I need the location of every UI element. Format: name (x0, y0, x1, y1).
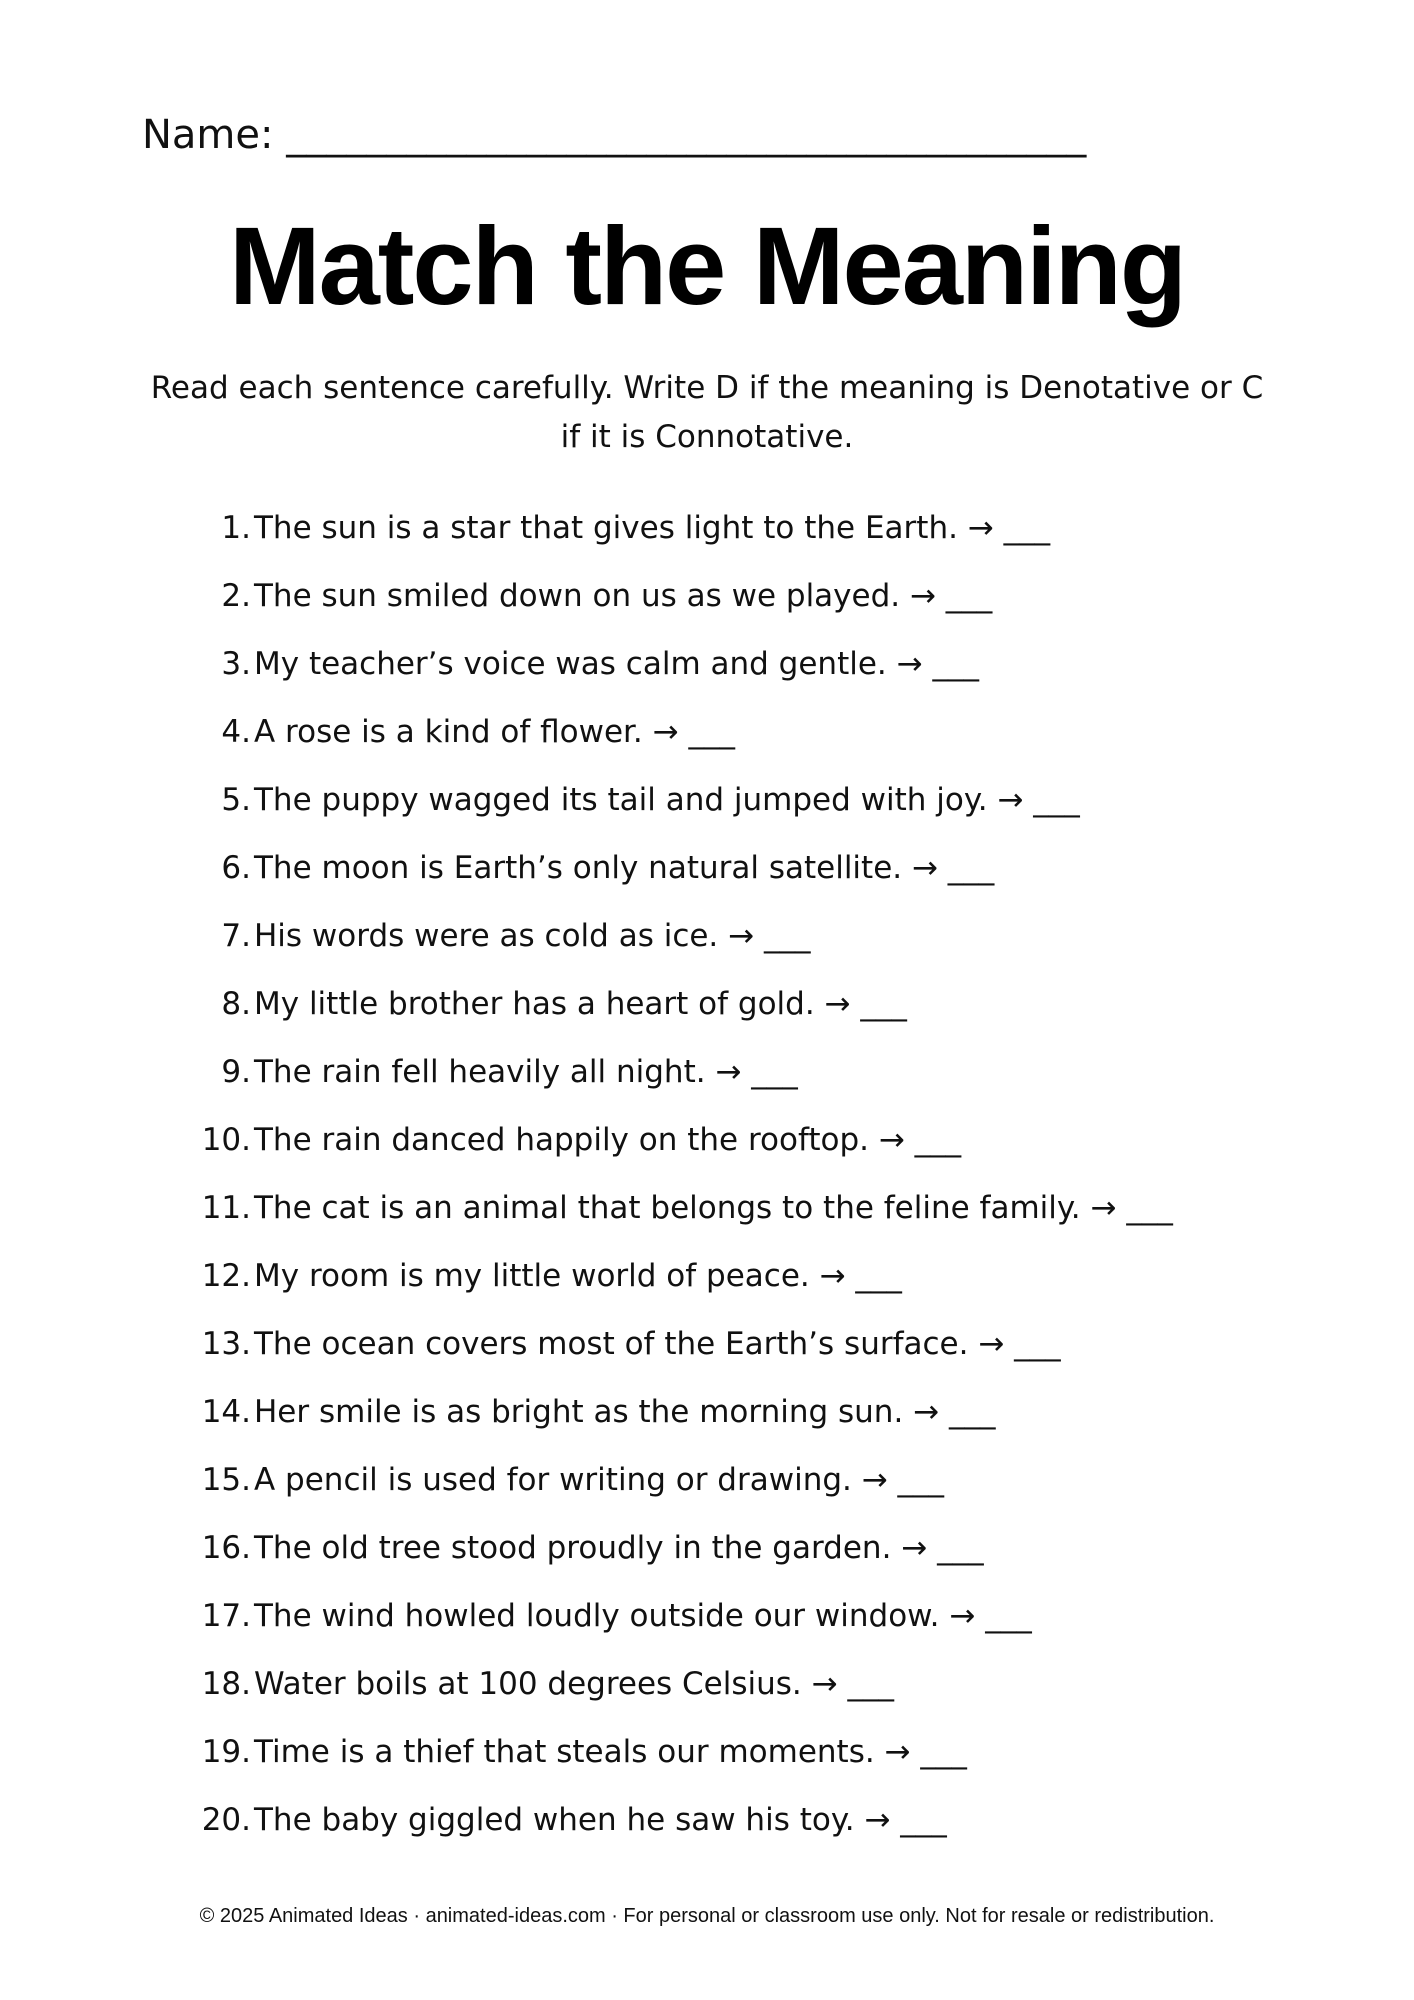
question-text: The baby giggled when he saw his toy. → ___ (254, 1802, 947, 1838)
question-number: 19. (201, 1734, 251, 1770)
question-number: 14. (201, 1394, 251, 1430)
question-text: The old tree stood proudly in the garden. → ___ (254, 1530, 984, 1566)
question-text: The cat is an animal that belongs to the feline family. → ___ (254, 1190, 1173, 1226)
question-item (0, 502, 1414, 570)
question-item (0, 1590, 1414, 1658)
question-item (0, 978, 1414, 1046)
question-text: Time is a thief that steals our moments. → ___ (254, 1734, 967, 1770)
question-item (0, 570, 1414, 638)
instructions: Read each sentence carefully. Write D if the meaning is Denotative or C if it is Connotative. (150, 370, 1264, 455)
question-text: The rain fell heavily all night. → ___ (254, 1054, 798, 1090)
question-number: 2. (221, 578, 251, 614)
question-number: 15. (201, 1462, 251, 1498)
question-number: 8. (221, 986, 251, 1022)
question-number: 16. (201, 1530, 251, 1566)
question-text: My little brother has a heart of gold. → ___ (254, 986, 907, 1022)
question-number: 13. (201, 1326, 251, 1362)
question-number: 1. (221, 510, 251, 546)
question-number: 18. (201, 1666, 251, 1702)
question-text: The puppy wagged its tail and jumped with joy. → ___ (254, 782, 1080, 818)
question-item (0, 1182, 1414, 1250)
name-field-line: Name: ________________________________________ (142, 112, 1087, 158)
question-item (0, 1658, 1414, 1726)
question-text: The ocean covers most of the Earth’s surface. → ___ (254, 1326, 1061, 1362)
question-text: My room is my little world of peace. → ___ (254, 1258, 902, 1294)
question-text: Her smile is as bright as the morning sun. → ___ (254, 1394, 996, 1430)
question-item (0, 1250, 1414, 1318)
question-text: The moon is Earth’s only natural satellite. → ___ (254, 850, 995, 886)
question-item (0, 1114, 1414, 1182)
question-text: Water boils at 100 degrees Celsius. → ___ (254, 1666, 894, 1702)
question-item (0, 706, 1414, 774)
page-title: Match the Meaning (228, 205, 1186, 328)
question-text: A rose is a kind of flower. → ___ (254, 714, 735, 750)
question-number: 10. (201, 1122, 251, 1158)
question-text: The sun is a star that gives light to the Earth. → ___ (254, 510, 1051, 546)
question-text: A pencil is used for writing or drawing. → ___ (254, 1462, 945, 1498)
question-item (0, 1522, 1414, 1590)
question-item (0, 1454, 1414, 1522)
question-list (0, 502, 1414, 1862)
question-number: 5. (221, 782, 251, 818)
question-item (0, 1318, 1414, 1386)
question-item (0, 1046, 1414, 1114)
question-number: 3. (221, 646, 251, 682)
question-number: 7. (221, 918, 251, 954)
copyright-footer: © 2025 Animated Ideas · animated-ideas.com · For personal or classroom use only. Not for resale or redistribution. (199, 1905, 1215, 1927)
question-number: 6. (221, 850, 251, 886)
question-text: His words were as cold as ice. → ___ (254, 918, 811, 954)
question-text: My teacher’s voice was calm and gentle. → ___ (254, 646, 979, 682)
question-item (0, 1794, 1414, 1862)
question-number: 17. (201, 1598, 251, 1634)
question-number: 12. (201, 1258, 251, 1294)
question-item (0, 774, 1414, 842)
question-item (0, 842, 1414, 910)
question-text: The sun smiled down on us as we played. → ___ (254, 578, 993, 614)
question-number: 11. (201, 1190, 251, 1226)
question-item (0, 638, 1414, 706)
question-text: The wind howled loudly outside our window. → ___ (254, 1598, 1032, 1634)
question-item (0, 910, 1414, 978)
question-item (0, 1726, 1414, 1794)
question-item (0, 1386, 1414, 1454)
question-number: 9. (221, 1054, 251, 1090)
question-text: The rain danced happily on the rooftop. → ___ (254, 1122, 962, 1158)
question-number: 4. (221, 714, 251, 750)
question-number: 20. (201, 1802, 251, 1838)
